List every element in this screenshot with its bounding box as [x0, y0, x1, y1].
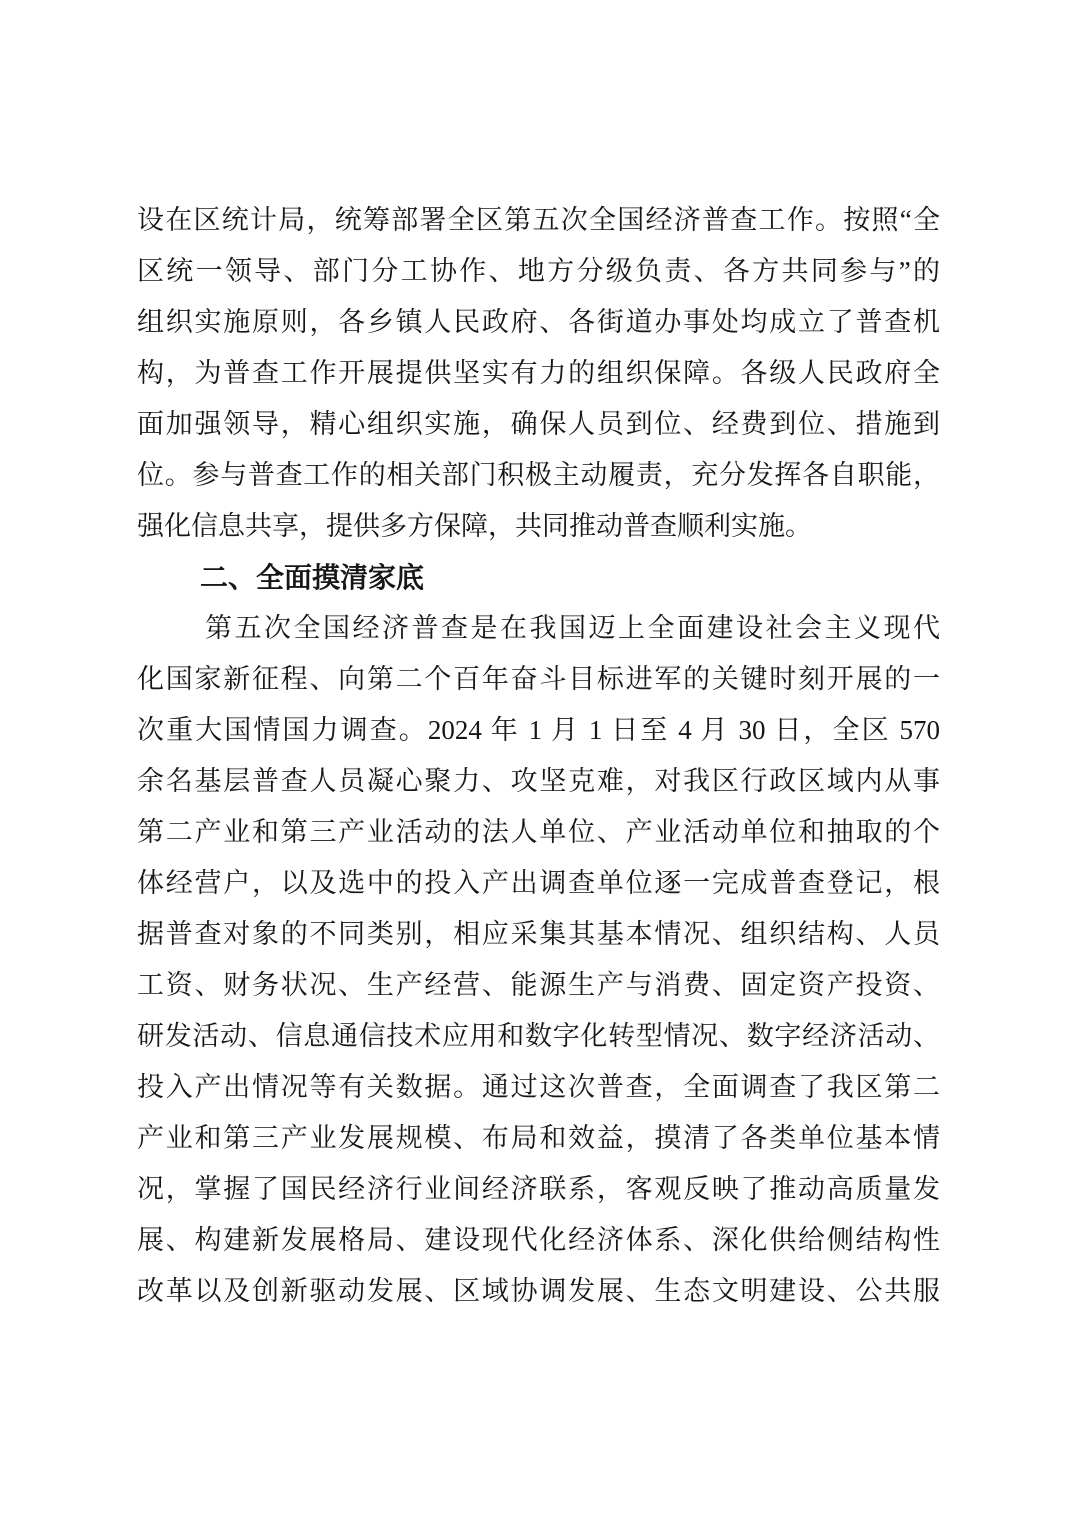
text-line: 区统一领导、部门分工协作、地方分级负责、各方共同参与”的 [137, 256, 940, 286]
paragraph-census-organization [137, 195, 940, 552]
text-line: 第五次全国经济普查是在我国迈上全面建设社会主义现代 [205, 613, 940, 643]
text-line: 研发活动、信息通信技术应用和数字化转型情况、数字经济活动、 [137, 1021, 940, 1051]
text-line: 设在区统计局，统筹部署全区第五次全国经济普查工作。按照“全 [137, 205, 940, 235]
text-line: 强化信息共享，提供多方保障，共同推动普查顺利实施。 [137, 511, 812, 541]
text-line: 据普查对象的不同类别，相应采集其基本情况、组织结构、人员 [137, 919, 940, 949]
text-line: 次重大国情国力调查。2024 年 1 月 1 日至 4 月 30 日，全区 570 [137, 715, 940, 745]
text-line: 工资、财务状况、生产经营、能源生产与消费、固定资产投资、 [137, 970, 940, 1000]
text-line: 第二产业和第三产业活动的法人单位、产业活动单位和抽取的个 [137, 817, 940, 847]
text-line: 余名基层普查人员凝心聚力、攻坚克难，对我区行政区域内从事 [137, 766, 940, 796]
section-heading-2: 二、全面摸清家底 [200, 562, 425, 593]
paragraph-census-overview [137, 603, 940, 1317]
text-line: 位。参与普查工作的相关部门积极主动履责，充分发挥各自职能， [137, 460, 940, 490]
text-line: 面加强领导，精心组织实施，确保人员到位、经费到位、措施到 [137, 409, 940, 439]
text-line: 况，掌握了国民经济行业间经济联系，客观反映了推动高质量发 [137, 1174, 940, 1204]
text-line: 产业和第三产业发展规模、布局和效益，摸清了各类单位基本情 [137, 1123, 940, 1153]
text-line: 改革以及创新驱动发展、区域协调发展、生态文明建设、公共服 [137, 1276, 940, 1306]
text-line: 组织实施原则，各乡镇人民政府、各街道办事处均成立了普查机 [137, 307, 940, 337]
document-body [137, 195, 940, 1317]
text-line: 化国家新征程、向第二个百年奋斗目标进军的关键时刻开展的一 [137, 664, 940, 694]
text-line: 构，为普查工作开展提供坚实有力的组织保障。各级人民政府全 [137, 358, 940, 388]
text-line: 投入产出情况等有关数据。通过这次普查，全面调查了我区第二 [137, 1072, 940, 1102]
text-line: 展、构建新发展格局、建设现代化经济体系、深化供给侧结构性 [137, 1225, 940, 1255]
text-line: 体经营户，以及选中的投入产出调查单位逐一完成普查登记，根 [137, 868, 940, 898]
